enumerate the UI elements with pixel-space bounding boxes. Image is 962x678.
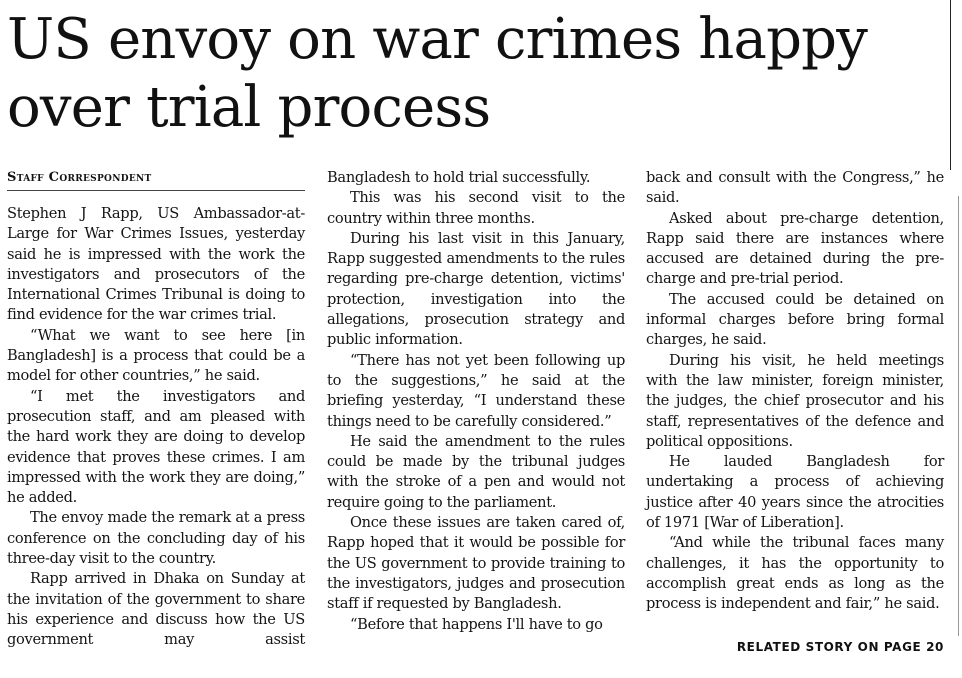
paragraph: This was his second visit to the country within three months.: [327, 189, 625, 227]
paragraph: The envoy made the remark at a press conference on the concluding day of his three-day visit to the country.: [7, 509, 305, 568]
paragraph: “What we want to see here [in Bangladesh] is a process that could be a model for other countries,” he said.: [7, 326, 305, 385]
column-rule: [958, 196, 959, 636]
paragraph: Stephen J Rapp, US Ambassador-at-Large for War Crimes Issues, yesterday said he is impressed with the work the investigators and prosecutors of the International Crimes Tribunal is doing to find evidence for the war crimes trial.: [7, 205, 305, 324]
article-column-3: [646, 168, 944, 615]
paragraph: He said the amendment to the rules could be made by the tribunal judges with the stroke of a pen and would not require going to the parliament.: [327, 432, 625, 511]
paragraph: Once these issues are taken cared of, Rapp hoped that it would be possible for the US government to provide training to the investigators, judges and prosecution staff if requested by Bangladesh.: [327, 514, 625, 613]
article-column-1: [7, 168, 305, 651]
column-rule: [950, 0, 951, 170]
byline-text: Staff Correspondent: [7, 170, 152, 185]
paragraph: Asked about pre-charge detention, Rapp said there are instances where accused are detained during the pre-charge and pre-trial period.: [646, 209, 944, 288]
paragraph-continued: back and consult with the Congress,” he said.: [646, 169, 944, 207]
paragraph: During his visit, he held meetings with the law minister, foreign minister, the judges, the chief prosecutor and his staff, representatives of the defence and political oppositions.: [646, 351, 944, 450]
paragraph: “There has not yet been following up to the suggestions,” he said at the briefing yesterday, “I understand these things need to be carefully considered.”: [327, 351, 625, 430]
headline: US envoy on war crimes happy over trial process: [7, 7, 868, 140]
article-column-2: [327, 168, 625, 635]
paragraph-continued: Bangladesh to hold trial successfully.: [327, 169, 591, 186]
paragraph: “I met the investigators and prosecution staff, and am pleased with the hard work they are doing to develop evidence that proves these crimes. I am impressed with the work they are doing,” he added.: [7, 387, 305, 507]
byline: [7, 168, 305, 191]
paragraph: He lauded Bangladesh for undertaking a process of achieving justice after 40 years since the atrocities of 1971 [War of Liberation].: [646, 453, 944, 532]
paragraph: “Before that happens I'll have to go: [350, 615, 603, 633]
paragraph: “And while the tribunal faces many challenges, it has the opportunity to accomplish great ends as long as the process is independent and fair,” he said.: [646, 534, 944, 613]
related-story-link[interactable]: RELATED STORY ON PAGE 20: [736, 640, 944, 654]
paragraph: Rapp arrived in Dhaka on Sunday at the invitation of the government to share his experience and discuss how the US government may assist: [7, 570, 305, 649]
paragraph: The accused could be detained on informal charges before bring formal charges, he said.: [646, 290, 944, 349]
paragraph: During his last visit in this January, Rapp suggested amendments to the rules regarding pre-charge detention, victims' protection, investigation into the allegations, prosecution strategy and public information.: [327, 229, 625, 349]
